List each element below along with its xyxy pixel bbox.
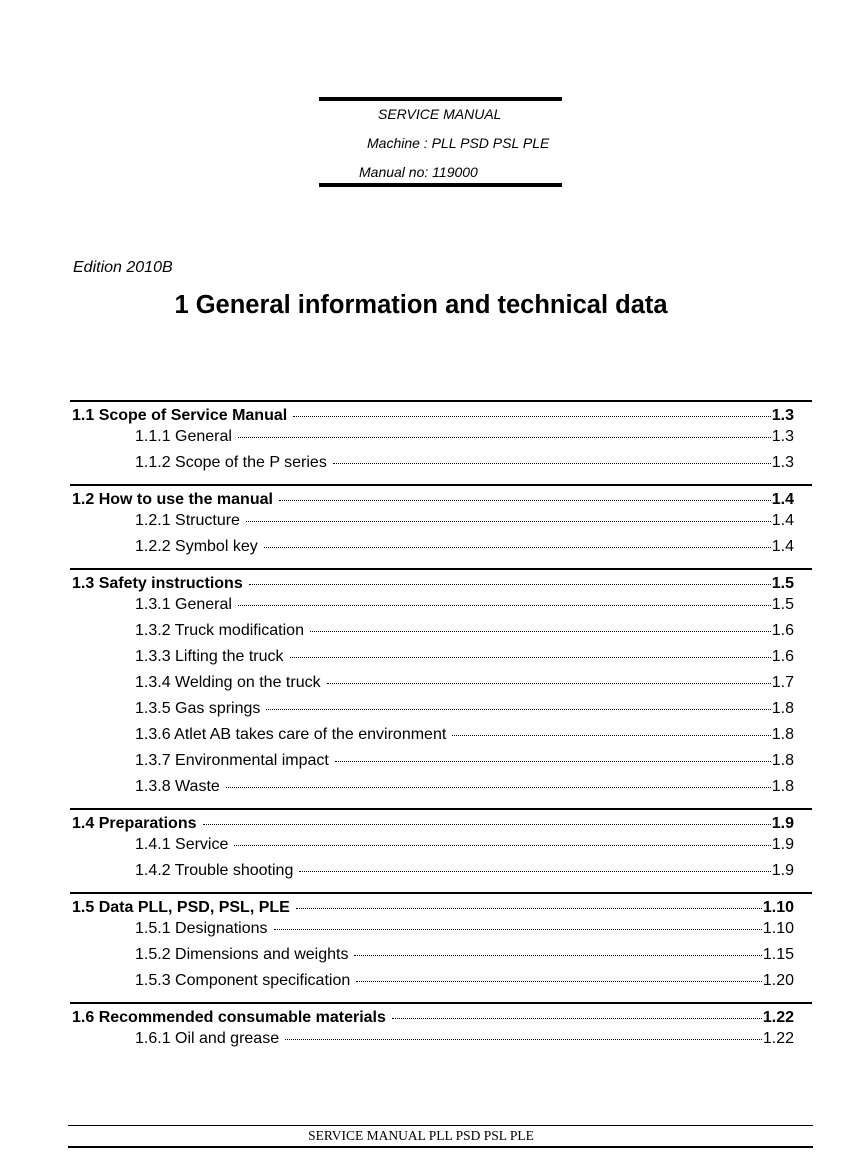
toc-entry-label: 1.5.3 Component specification — [135, 972, 351, 989]
toc-section-heading[interactable] — [70, 575, 812, 592]
toc-entry-page: 1.5 — [771, 575, 794, 592]
dot-leader — [279, 500, 771, 501]
toc-subsection-entry[interactable] — [70, 596, 812, 613]
toc-subsection-entry[interactable] — [70, 454, 812, 471]
header-manual-no: Manual no: 119000 — [359, 164, 478, 180]
dot-leader — [356, 981, 762, 982]
toc-section — [70, 1002, 812, 1047]
toc-entry-label: 1.4.1 Service — [135, 836, 229, 853]
toc-entry-label: 1.3.1 General — [135, 596, 232, 613]
toc-entry-label: 1.2.1 Structure — [135, 512, 240, 529]
dot-leader — [266, 709, 770, 710]
toc-entry-page: 1.22 — [762, 1030, 794, 1047]
toc-subsection-entry[interactable] — [70, 836, 812, 853]
toc-subsection-entry[interactable] — [70, 512, 812, 529]
toc-entry-label: 1.3 Safety instructions — [72, 575, 243, 592]
dot-leader — [310, 631, 771, 632]
dot-leader — [290, 657, 771, 658]
toc-entry-label: 1.2.2 Symbol key — [135, 538, 258, 555]
toc-entry-label: 1.3.7 Environmental impact — [135, 752, 329, 769]
footer-rule-bottom — [68, 1146, 813, 1148]
toc-entry-label: 1.4 Preparations — [72, 815, 197, 832]
toc-subsection-entry[interactable] — [70, 674, 812, 691]
toc-entry-label: 1.1.1 General — [135, 428, 232, 445]
toc-entry-page: 1.6 — [771, 648, 794, 665]
dot-leader — [238, 437, 771, 438]
toc-subsection-entry[interactable] — [70, 648, 812, 665]
toc-section-heading[interactable] — [70, 815, 812, 832]
dot-leader — [234, 845, 770, 846]
toc-entry-page: 1.7 — [771, 674, 794, 691]
footer-rule-top — [68, 1125, 813, 1126]
toc-entry-page: 1.22 — [762, 1009, 794, 1026]
toc-entry-page: 1.8 — [771, 752, 794, 769]
dot-leader — [392, 1018, 762, 1019]
header-title: SERVICE MANUAL — [378, 106, 502, 122]
toc-entry-label: 1.3.3 Lifting the truck — [135, 648, 284, 665]
toc-subsection-entry[interactable] — [70, 1030, 812, 1047]
header-machine: Machine : PLL PSD PSL PLE — [367, 135, 550, 151]
dot-leader — [203, 824, 771, 825]
toc-entry-label: 1.3.5 Gas springs — [135, 700, 261, 717]
toc-entry-page: 1.3 — [771, 407, 794, 424]
toc-subsection-entry[interactable] — [70, 972, 812, 989]
toc-entry-label: 1.3.4 Welding on the truck — [135, 674, 321, 691]
chapter-title: 1 General information and technical data — [174, 291, 668, 319]
toc-section — [70, 484, 812, 555]
toc-entry-label: 1.6.1 Oil and grease — [135, 1030, 280, 1047]
dot-leader — [249, 584, 771, 585]
toc-subsection-entry[interactable] — [70, 778, 812, 795]
toc-entry-page: 1.4 — [771, 512, 794, 529]
toc-entry-page: 1.8 — [771, 726, 794, 743]
toc-subsection-entry[interactable] — [70, 752, 812, 769]
toc-entry-label: 1.3.6 Atlet AB takes care of the environment — [135, 726, 447, 743]
toc-section — [70, 892, 812, 989]
dot-leader — [293, 416, 771, 417]
footer-text: SERVICE MANUAL PLL PSD PSL PLE — [308, 1128, 534, 1143]
toc-entry-page: 1.3 — [771, 454, 794, 471]
toc-section — [70, 568, 812, 795]
toc-entry-label: 1.6 Recommended consumable materials — [72, 1009, 386, 1026]
dot-leader — [264, 547, 771, 548]
dot-leader — [238, 605, 771, 606]
toc-entry-label: 1.3.8 Waste — [135, 778, 220, 795]
toc-subsection-entry[interactable] — [70, 700, 812, 717]
toc-entry-page: 1.10 — [762, 899, 794, 916]
toc-entry-page: 1.4 — [771, 491, 794, 508]
dot-leader — [452, 735, 770, 736]
dot-leader — [335, 761, 771, 762]
toc-entry-page: 1.8 — [771, 778, 794, 795]
toc-subsection-entry[interactable] — [70, 862, 812, 879]
toc-subsection-entry[interactable] — [70, 946, 812, 963]
toc-section — [70, 400, 812, 471]
toc-entry-page: 1.4 — [771, 538, 794, 555]
toc-entry-page: 1.8 — [771, 700, 794, 717]
dot-leader — [333, 463, 771, 464]
toc-entry-label: 1.3.2 Truck modification — [135, 622, 304, 639]
toc-entry-page: 1.9 — [771, 815, 794, 832]
header-rule-top — [319, 97, 562, 101]
dot-leader — [274, 929, 762, 930]
toc-entry-label: 1.5.2 Dimensions and weights — [135, 946, 349, 963]
toc-entry-label: 1.1.2 Scope of the P series — [135, 454, 327, 471]
table-of-contents — [70, 400, 812, 1060]
dot-leader — [285, 1039, 762, 1040]
toc-section-heading[interactable] — [70, 1009, 812, 1026]
edition-label: Edition 2010B — [73, 259, 173, 276]
toc-entry-label: 1.1 Scope of Service Manual — [72, 407, 288, 424]
document-header — [319, 97, 562, 190]
toc-subsection-entry[interactable] — [70, 920, 812, 937]
toc-section-heading[interactable] — [70, 491, 812, 508]
toc-subsection-entry[interactable] — [70, 726, 812, 743]
toc-subsection-entry[interactable] — [70, 428, 812, 445]
toc-entry-page: 1.5 — [771, 596, 794, 613]
toc-entry-label: 1.5 Data PLL, PSD, PSL, PLE — [72, 899, 290, 916]
toc-entry-label: 1.4.2 Trouble shooting — [135, 862, 294, 879]
dot-leader — [226, 787, 771, 788]
toc-entry-label: 1.2 How to use the manual — [72, 491, 273, 508]
dot-leader — [296, 908, 762, 909]
toc-entry-page: 1.9 — [771, 836, 794, 853]
toc-entry-page: 1.10 — [762, 920, 794, 937]
toc-section-heading[interactable] — [70, 899, 812, 916]
toc-subsection-entry[interactable] — [70, 622, 812, 639]
toc-entry-page: 1.9 — [771, 862, 794, 879]
toc-entry-label: 1.5.1 Designations — [135, 920, 268, 937]
dot-leader — [246, 521, 771, 522]
dot-leader — [354, 955, 761, 956]
toc-subsection-entry[interactable] — [70, 538, 812, 555]
toc-entry-page: 1.3 — [771, 428, 794, 445]
toc-entry-page: 1.15 — [762, 946, 794, 963]
dot-leader — [327, 683, 771, 684]
toc-entry-page: 1.6 — [771, 622, 794, 639]
header-rule-bottom — [319, 183, 562, 187]
toc-entry-page: 1.20 — [762, 972, 794, 989]
dot-leader — [299, 871, 770, 872]
toc-section-heading[interactable] — [70, 407, 812, 424]
toc-section — [70, 808, 812, 879]
